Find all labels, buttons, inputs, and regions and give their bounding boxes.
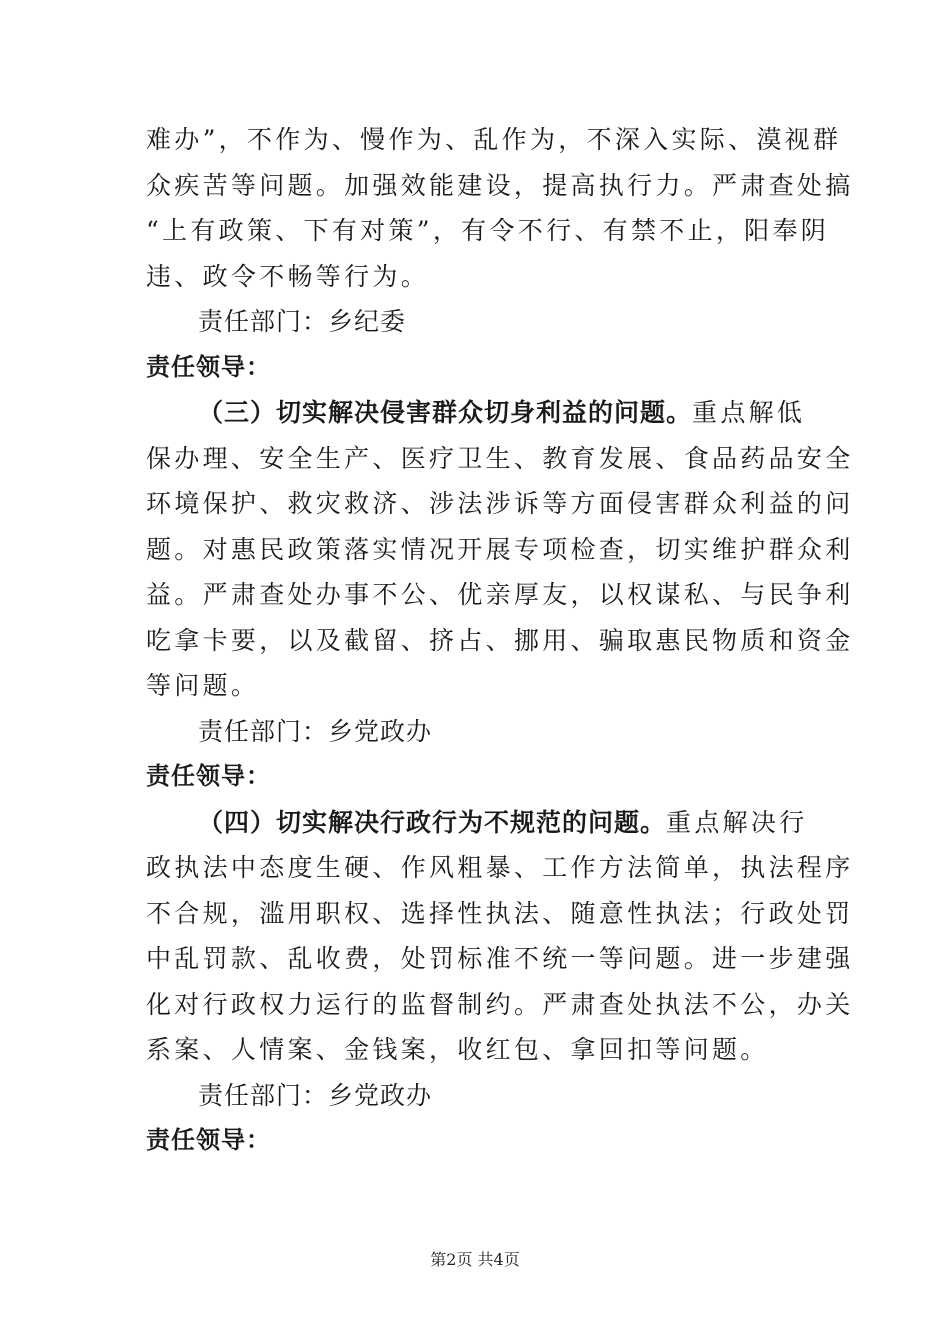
document-body: [146, 117, 854, 1164]
paragraph-line: 中乱罚款、乱收费，处罚标准不统一等问题。进一步建强: [146, 944, 854, 973]
paragraph-line: 化对行政权力运行的监督制约。严肃查处执法不公，办关: [146, 989, 854, 1019]
paragraph-line: 环境保护、救灾救济、涉法涉诉等方面侵害群众利益的问: [146, 489, 854, 518]
section-4-first-line-rest: 重点解决行: [666, 807, 808, 837]
page-number-footer: 第2页 共4页: [430, 1250, 520, 1269]
paragraph-line: 题。对惠民政策落实情况开展专项检查，切实维护群众利: [146, 534, 854, 564]
paragraph-line: 益。严肃查处办事不公、优亲厚友，以权谋私、与民争利: [146, 580, 854, 609]
paragraph-line: “上有政策、下有对策”，有令不行、有禁不止，阳奉阴: [146, 216, 830, 245]
responsible-leader: 责任领导：: [146, 1126, 271, 1154]
paragraph-line: 难办”，不作为、慢作为、乱作为，不深入实际、漠视群: [146, 125, 842, 154]
paragraph-line: 众疾苦等问题。加强效能建设，提高执行力。严肃查处搞: [146, 170, 854, 200]
responsible-department: 责任部门：乡党政办: [198, 1080, 433, 1110]
section-3-first-line-rest: 重点解低: [692, 398, 806, 427]
paragraph-line: 不合规，滥用职权、选择性执法、随意性执法；行政处罚: [146, 898, 854, 928]
section-3-first-line: [146, 390, 808, 436]
paragraph-line: 保办理、安全生产、医疗卫生、教育发展、食品药品安全: [146, 443, 854, 473]
paragraph-line: 政执法中态度生硬、作风粗暴、工作方法简单，执法程序: [146, 853, 854, 882]
paragraph-line: 系案、人情案、金钱案，收红包、拿回扣等问题。: [146, 1035, 769, 1064]
responsible-department: 责任部门：乡党政办: [198, 716, 433, 746]
section-4-paragraph: [146, 800, 854, 1073]
section-4-heading: （四）切实解决行政行为不规范的问题。: [198, 807, 667, 837]
section-4-first-line: [146, 800, 808, 846]
section-3-heading: （三）切实解决侵害群众切身利益的问题。: [198, 398, 693, 427]
responsible-department: 责任部门：乡纪委: [198, 307, 407, 336]
paragraph-line: 违、政令不畅等行为。: [146, 261, 430, 291]
responsible-leader: 责任领导：: [146, 762, 271, 790]
intro-paragraph: [146, 117, 854, 299]
section-3-paragraph: [146, 390, 854, 709]
paragraph-line: 吃拿卡要，以及截留、挤占、挪用、骗取惠民物质和资金: [146, 625, 854, 655]
paragraph-line: 等问题。: [146, 671, 260, 700]
responsible-leader: 责任领导：: [146, 352, 271, 381]
